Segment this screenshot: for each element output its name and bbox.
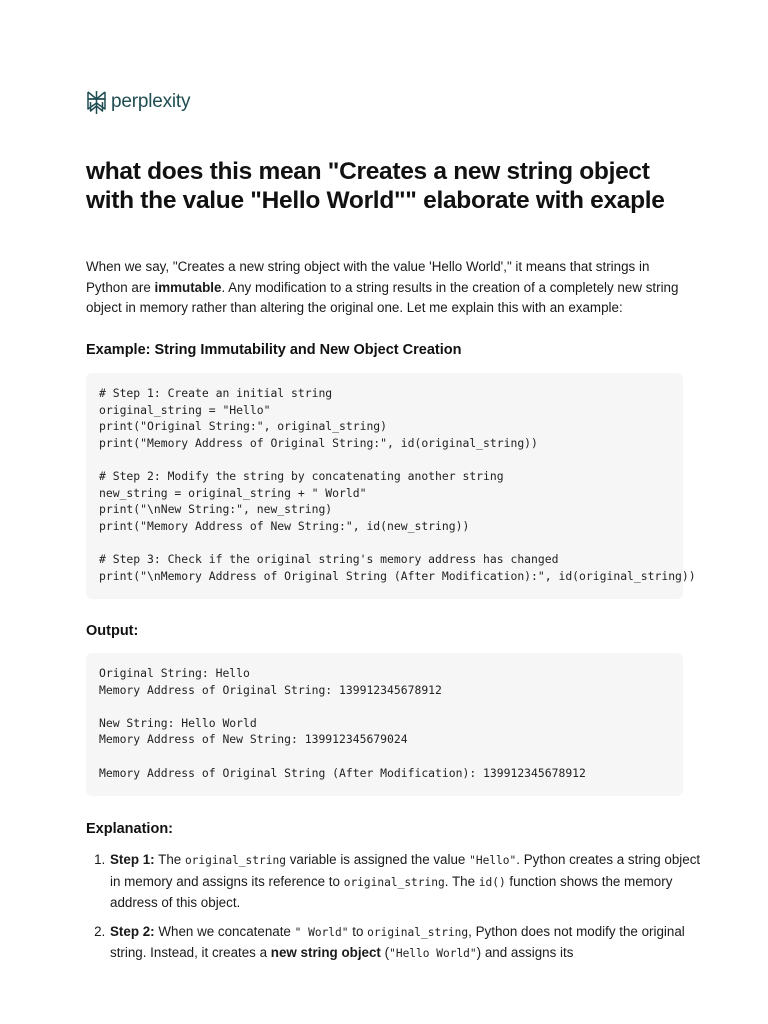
example-heading: Example: String Immutability and New Object Creation	[86, 342, 462, 358]
page-title: what does this mean "Creates a new string object with the value "Hello World"" elaborate with exaple	[86, 158, 665, 214]
explanation-heading: Explanation:	[86, 821, 174, 837]
explanation-list	[86, 850, 706, 973]
step-text: to	[348, 923, 368, 939]
intro-paragraph	[86, 257, 686, 319]
step-text: . Python creates a string object in memory and assigns its reference to	[110, 852, 701, 889]
step-text: The	[154, 852, 185, 867]
inline-code: original_string	[367, 925, 469, 939]
step-text: , Python does not modify the original string. Instead, it creates a	[110, 923, 685, 960]
inline-code: "Hello World"	[389, 947, 477, 960]
intro-text-1: When we say, "Creates a new string object with the value 'Hello World'," it means that strings in Python are	[86, 259, 650, 295]
step-text: variable is assigned the value	[285, 852, 470, 867]
bold-phrase: new string object	[270, 945, 381, 960]
output-code: Original String: Hello Memory Address of Original String: 139912345678912 New String: Hello World Memory Address of New String: 139912345679024 Memory Address of Original String (After Modification): 139912345678912	[99, 666, 586, 780]
intro-text-2: . Any modification to a string results in the creation of a completely new string object in memory rather than altering the original one. Let me explain this with an example:	[86, 279, 679, 315]
output-code-block[interactable]	[86, 653, 683, 796]
brand-name: perplexity	[111, 91, 191, 112]
step-text: function shows the memory address of this object.	[110, 873, 673, 910]
list-item	[109, 850, 706, 914]
step-text: When we concatenate	[154, 923, 295, 939]
inline-code: original_string	[184, 854, 286, 867]
output-heading: Output:	[86, 623, 139, 639]
list-item	[109, 922, 706, 965]
perplexity-logo-icon	[86, 90, 107, 115]
step-text: (	[380, 945, 390, 960]
step-label: Step 1:	[110, 852, 155, 867]
inline-code: "Hello"	[469, 854, 517, 867]
inline-code: id()	[478, 875, 506, 889]
example-code: # Step 1: Create an initial string original_string = "Hello" print("Original String:", original_string) print("Memory Address of Original String:", id(original_string)) # Step 2: Modify the string by concatenating another string new_string = original_string + " World" print("\nNew String:", new_string) print("Memory Address of New String:", id(new_string)) # Step 3: Check if the original string's memory address has changed print("\nMemory Address of Original String (After Modification):", id(original_string))	[99, 386, 696, 583]
brand-logo[interactable]	[86, 89, 190, 115]
step-text: . The	[444, 873, 479, 889]
example-code-block[interactable]	[86, 373, 696, 599]
inline-code: original_string	[343, 875, 445, 889]
step-label: Step 2:	[110, 923, 155, 939]
step-text: ) and assigns its	[476, 945, 574, 960]
intro-bold: immutable	[154, 279, 222, 295]
inline-code: " World"	[294, 925, 349, 939]
